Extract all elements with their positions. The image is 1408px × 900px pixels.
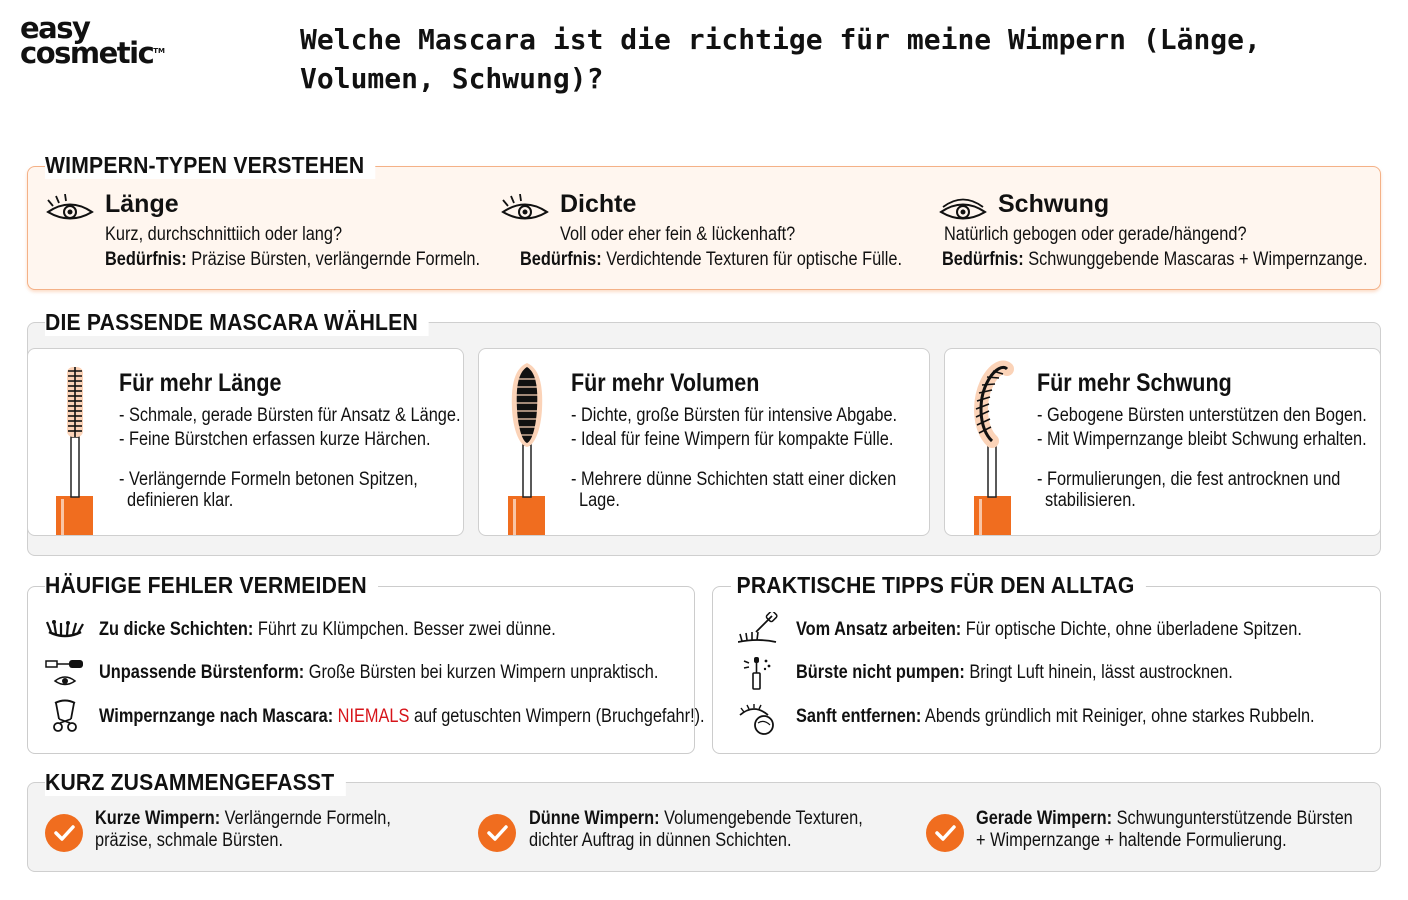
mistake-item [45, 655, 685, 691]
type-question: Natürlich gebogen oder gerade/hängend? [944, 224, 1247, 245]
eyelash-curler-icon [45, 699, 85, 735]
mistake-text: Führt zu Klümpchen. Besser zwei dünne. [253, 619, 556, 640]
type-name: Dichte [560, 190, 637, 218]
tip-text: Abends gründlich mit Reiniger, ohne starkes Rubbeln. [921, 706, 1315, 727]
tip-item [738, 699, 1358, 735]
card-bullet: - Verlängernde Formeln betonen Spitzen, [119, 469, 418, 490]
card-bullet: - Mehrere dünne Schichten statt einer dicken [571, 469, 897, 490]
tip-text: Für optische Dichte, ohne überladene Spitzen. [961, 619, 1302, 640]
tip-text: Bringt Luft hinein, lässt austrocknen. [964, 662, 1233, 683]
summary-label: Kurze Wimpern: [95, 808, 221, 829]
card-bullet: - Feine Bürstchen erfassen kurze Härchen. [119, 429, 431, 450]
type-need: Bedürfnis: Verdichtende Texturen für optische Fülle. [520, 249, 903, 270]
tip-label: Bürste nicht pumpen: [796, 662, 965, 683]
summary-heading: KURZ ZUSAMMENGEFASST [45, 769, 345, 796]
choose-heading: DIE PASSENDE MASCARA WÄHLEN [45, 309, 429, 336]
tips-heading: PRAKTISCHE TIPPS FÜR DEN ALLTAG [731, 572, 1146, 599]
page-title: Welche Mascara ist die richtige für meine Wimpern (Länge, Volumen, Schwung)? [300, 23, 1261, 95]
mistake-item [45, 612, 685, 648]
mistake-text: auf getuschten Wimpern (Bruchgefahr!). [409, 706, 705, 727]
card-bullet: - Schmale, gerade Bürsten für Ansatz & Länge. [119, 405, 461, 426]
mistake-item [45, 699, 705, 735]
summary-label: Dünne Wimpern: [529, 808, 660, 829]
card-bullet: Lage. [579, 490, 620, 511]
card-bullet: - Ideal für feine Wimpern für kompakte Fülle. [571, 429, 894, 450]
tip-label: Sanft entfernen: [796, 706, 922, 727]
type-question: Voll oder eher fein & lückenhaft? [560, 224, 796, 245]
type-name: Schwung [998, 190, 1110, 218]
mistake-label: Zu dicke Schichten: [99, 619, 254, 640]
eye-lashes-icon [500, 194, 550, 226]
mistake-label: Wimpernzange nach Mascara: [99, 706, 334, 727]
card-bullet: - Gebogene Bürsten unterstützen den Bogen. [1037, 405, 1367, 426]
card-curl [944, 348, 1381, 536]
warning-text: NIEMALS [337, 706, 410, 727]
card-bullet: - Mit Wimpernzange bleibt Schwung erhalten. [1037, 429, 1367, 450]
card-length [27, 348, 464, 536]
check-icon [45, 814, 83, 852]
card-title: Für mehr Länge [119, 369, 282, 397]
tip-item [738, 612, 1358, 648]
type-name: Länge [105, 190, 179, 218]
card-bullet: definieren klar. [127, 490, 234, 511]
card-title: Für mehr Volumen [571, 369, 760, 397]
check-icon [926, 814, 964, 852]
tip-label: Vom Ansatz arbeiten: [796, 619, 962, 640]
brand-line-2: cosmetic [20, 35, 154, 70]
clumpy-lashes-icon [45, 612, 85, 648]
remove-makeup-icon [738, 699, 778, 735]
brush-eye-icon [45, 655, 85, 691]
mistake-label: Unpassende Bürstenform: [99, 662, 305, 683]
card-volume [478, 348, 930, 536]
eye-lashes-icon [45, 194, 95, 226]
eye-curl-icon [938, 194, 988, 226]
check-icon [478, 814, 516, 852]
card-bullet: - Dichte, große Bürsten für intensive Abgabe. [571, 405, 898, 426]
no-pump-icon [738, 655, 778, 691]
card-title: Für mehr Schwung [1037, 369, 1232, 397]
brand-tm: TM [153, 46, 166, 55]
brand-logo [20, 11, 166, 70]
brush-root-icon [738, 612, 778, 648]
tip-item [738, 655, 1358, 691]
mistake-text: Große Bürsten bei kurzen Wimpern unpraktisch. [304, 662, 659, 683]
brand-line-1: easy [20, 11, 90, 45]
type-need: Bedürfnis: Präzise Bürsten, verlängernde Formeln. [105, 249, 481, 270]
type-need: Bedürfnis: Schwunggebende Mascaras + Wimpernzange. [942, 249, 1368, 270]
types-heading: WIMPERN-TYPEN VERSTEHEN [45, 152, 375, 179]
summary-label: Gerade Wimpern: [976, 808, 1113, 829]
card-bullet: stabilisieren. [1045, 490, 1136, 511]
type-question: Kurz, durchschnittiich oder lang? [105, 224, 343, 245]
mistakes-heading: HÄUFIGE FEHLER VERMEIDEN [45, 572, 378, 599]
card-bullet: - Formulierungen, die fest antrocknen und [1037, 469, 1341, 490]
